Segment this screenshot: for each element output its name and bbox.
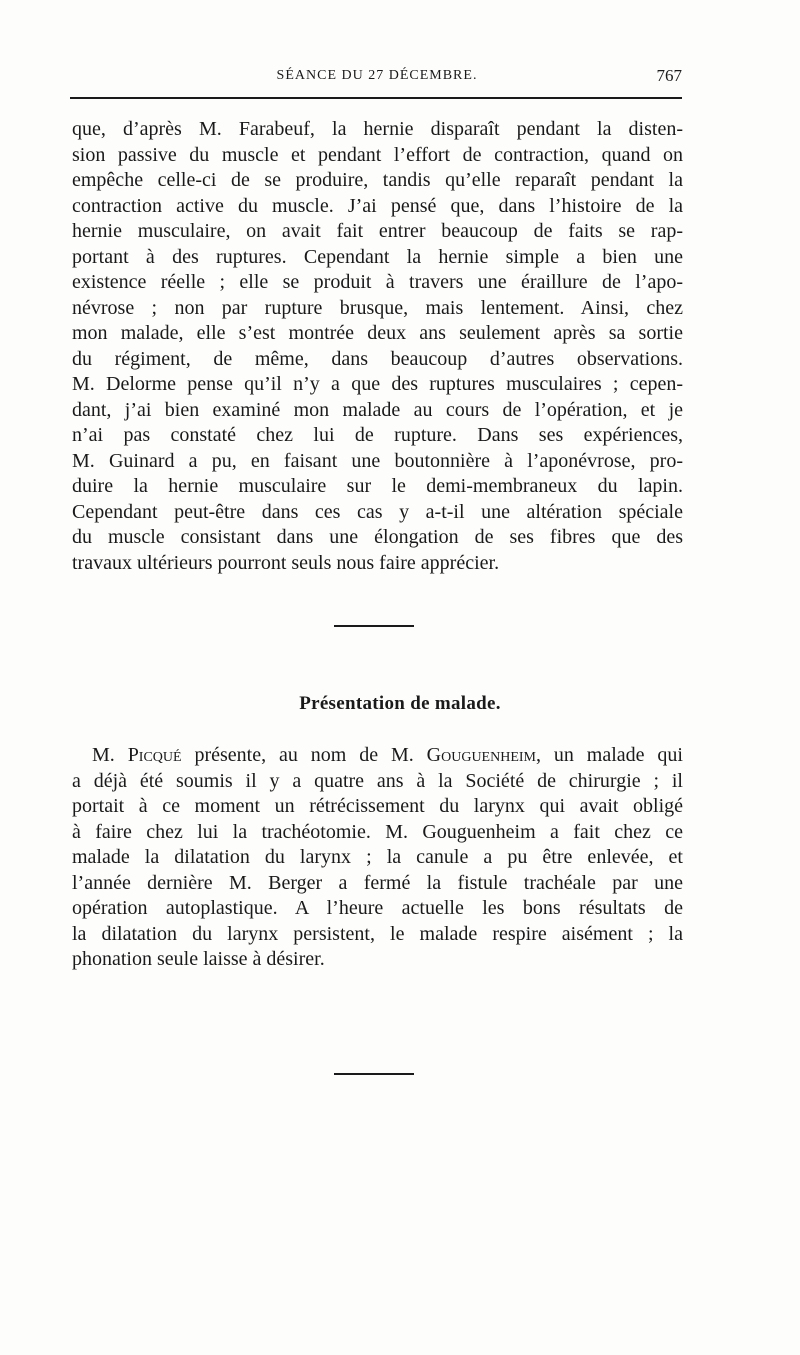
text-line-first: [72, 743, 683, 769]
section-divider: [334, 1073, 414, 1075]
text-line: empêche celle-ci de se produire, tandis qu’elle reparaît pendant la: [72, 169, 683, 191]
text-line: hernie musculaire, on avait fait entrer beaucoup de faits se rap-: [72, 220, 683, 242]
text-fragment: M.: [92, 744, 128, 766]
text-fragment: présente, au nom de M.: [181, 744, 427, 766]
text-fragment: , un malade qui: [536, 744, 683, 766]
text-line: malade la dilatation du larynx ; la canule a pu être enlevée, et: [72, 846, 683, 868]
text-line: M. Guinard a pu, en faisant une boutonnière à l’aponévrose, pro-: [72, 449, 683, 472]
text-line: portant à des ruptures. Cependant la hernie simple a bien une: [72, 245, 683, 268]
text-line: existence réelle ; elle se produit à travers une éraillure de l’apo-: [72, 271, 683, 293]
text-line: a déjà été soumis il y a quatre ans à la Société de chirurgie ; il: [72, 769, 683, 792]
text-line: sion passive du muscle et pendant l’effort de contraction, quand on: [72, 143, 683, 166]
running-title: SÉANCE DU 27 DÉCEMBRE.: [276, 68, 478, 83]
paragraph-presentation: [72, 743, 683, 973]
section-heading: Présentation de malade.: [299, 693, 501, 714]
text-line: contraction active du muscle. J’ai pensé que, dans l’histoire de la: [72, 194, 683, 217]
text-line: que, d’après M. Farabeuf, la hernie disparaît pendant la disten-: [72, 118, 683, 140]
text-line: travaux ultérieurs pourront seuls nous faire apprécier.: [72, 551, 500, 574]
text-line: névrose ; non par rupture brusque, mais lentement. Ainsi, chez: [72, 296, 683, 319]
text-line: opération autoplastique. A l’heure actuelle les bons résultats de: [72, 897, 683, 919]
text-line: à faire chez lui la trachéotomie. M. Gouguenheim a fait chez ce: [72, 820, 683, 843]
text-line: du muscle consistant dans une élongation de ses fibres que des: [72, 526, 683, 548]
page-number: 767: [656, 66, 682, 85]
text-line: duire la hernie musculaire sur le demi-membraneux du lapin.: [72, 475, 683, 497]
text-line: mon malade, elle s’est montrée deux ans seulement après sa sortie: [72, 322, 683, 344]
person-name: Picqué: [127, 744, 182, 766]
text-line: dant, j’ai bien examiné mon malade au cours de l’opération, et je: [72, 398, 683, 421]
text-line: Cependant peut-être dans ces cas y a-t-il une altération spéciale: [72, 500, 683, 523]
text-line: n’ai pas constaté chez lui de rupture. Dans ses expériences,: [72, 424, 683, 446]
header-rule: [70, 97, 682, 99]
paragraph-continuation: [72, 117, 683, 576]
text-line: du régiment, de même, dans beaucoup d’autres observations.: [72, 347, 683, 370]
text-line: phonation seule laisse à désirer.: [72, 948, 325, 970]
text-line: l’année dernière M. Berger a fermé la fistule trachéale par une: [72, 871, 683, 894]
running-header: [72, 66, 682, 88]
text-line: la dilatation du larynx persistent, le malade respire aisément ; la: [72, 922, 683, 945]
text-line: M. Delorme pense qu’il n’y a que des ruptures musculaires ; cepen-: [72, 373, 683, 395]
section-divider: [334, 625, 414, 627]
person-name: Gouguenheim: [426, 744, 536, 766]
text-line: portait à ce moment un rétrécissement du larynx qui avait obligé: [72, 795, 683, 817]
